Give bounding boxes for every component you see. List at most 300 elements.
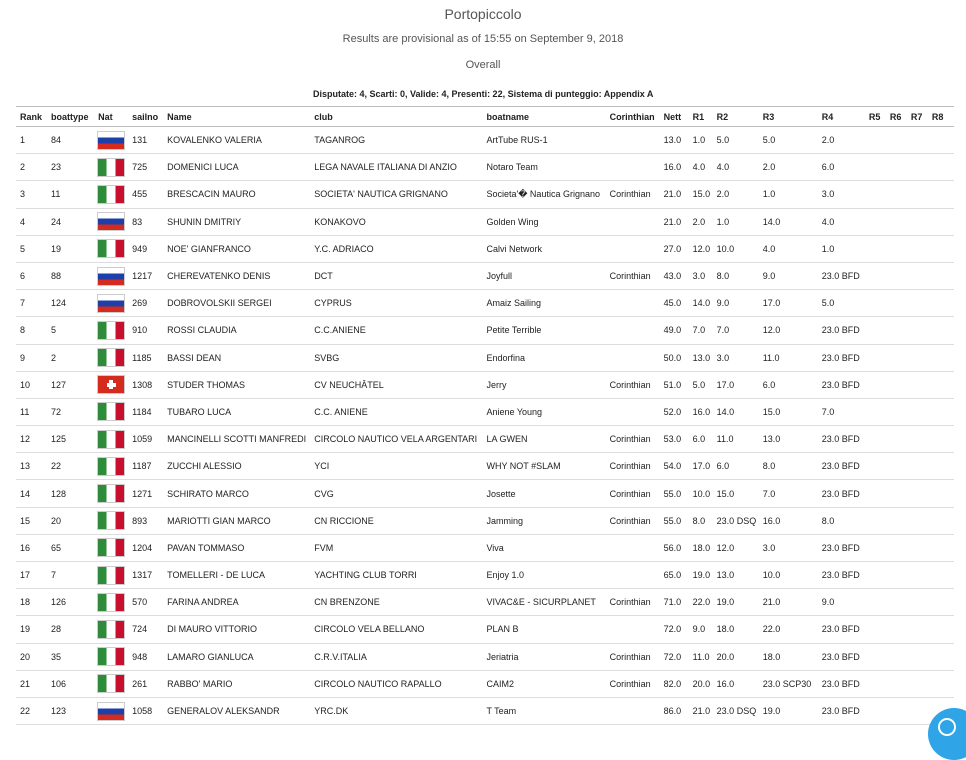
cell-club: CVG (310, 480, 482, 507)
flag-italy-icon (98, 675, 124, 692)
cell-club: CIRCOLO NAUTICO VELA ARGENTARI (310, 426, 482, 453)
cell-nett: 55.0 (660, 480, 689, 507)
cell-r1: 22.0 (689, 589, 713, 616)
cell-r5 (865, 616, 886, 643)
table-row (16, 534, 954, 561)
cell-name: DOMENICI LUCA (163, 154, 310, 181)
cell-boatname: Jamming (482, 507, 605, 534)
cell-nett: 86.0 (660, 697, 689, 724)
cell-r5 (865, 181, 886, 208)
table-row (16, 208, 954, 235)
cell-r5 (865, 670, 886, 697)
cell-nat (94, 154, 128, 181)
cell-club: C.C.ANIENE (310, 317, 482, 344)
cell-corinthian (606, 616, 660, 643)
cell-nat (94, 453, 128, 480)
table-row (16, 344, 954, 371)
cell-sailno: 1317 (128, 562, 163, 589)
cell-r8 (928, 181, 954, 208)
cell-r5 (865, 507, 886, 534)
cell-boattype: 7 (47, 562, 94, 589)
cell-r2: 4.0 (713, 154, 759, 181)
cell-r2: 20.0 (713, 643, 759, 670)
cell-r6 (886, 589, 907, 616)
cell-boattype: 126 (47, 589, 94, 616)
cell-r6 (886, 697, 907, 724)
cell-boatname: LA GWEN (482, 426, 605, 453)
cell-sailno: 455 (128, 181, 163, 208)
cell-rank: 3 (16, 181, 47, 208)
cell-club: CV NEUCHÂTEL (310, 371, 482, 398)
cell-r6 (886, 398, 907, 425)
flag-italy-icon (98, 512, 124, 529)
cell-r7 (907, 426, 928, 453)
cell-r6 (886, 480, 907, 507)
cell-nett: 71.0 (660, 589, 689, 616)
cell-r1: 16.0 (689, 398, 713, 425)
flag-italy-icon (98, 403, 124, 420)
cell-name: GENERALOV ALEKSANDR (163, 697, 310, 724)
cell-r1: 9.0 (689, 616, 713, 643)
results-body (16, 127, 954, 725)
cell-boatname: PLAN B (482, 616, 605, 643)
cell-r6 (886, 371, 907, 398)
cell-r3: 14.0 (759, 208, 818, 235)
cell-r7 (907, 290, 928, 317)
cell-r7 (907, 127, 928, 154)
cell-boattype: 5 (47, 317, 94, 344)
col-header-nat: Nat (94, 107, 128, 127)
cell-rank: 19 (16, 616, 47, 643)
cell-r8 (928, 562, 954, 589)
cell-r2: 23.0 DSQ (713, 697, 759, 724)
cell-r2: 15.0 (713, 480, 759, 507)
cell-r4: 23.0 BFD (818, 643, 865, 670)
cell-nett: 55.0 (660, 507, 689, 534)
cell-club: Y.C. ADRIACO (310, 235, 482, 262)
cell-r5 (865, 208, 886, 235)
cell-r4: 3.0 (818, 181, 865, 208)
cell-nett: 51.0 (660, 371, 689, 398)
cell-r3: 7.0 (759, 480, 818, 507)
cell-nat (94, 643, 128, 670)
col-header-r8: R8 (928, 107, 954, 127)
cell-r3: 8.0 (759, 453, 818, 480)
cell-r6 (886, 262, 907, 289)
cell-boatname: Amaiz Sailing (482, 290, 605, 317)
cell-nett: 52.0 (660, 398, 689, 425)
cell-corinthian: Corinthian (606, 507, 660, 534)
table-row (16, 371, 954, 398)
cell-nett: 65.0 (660, 562, 689, 589)
cell-r7 (907, 670, 928, 697)
cell-r8 (928, 616, 954, 643)
cell-r7 (907, 154, 928, 181)
cell-r4: 23.0 BFD (818, 317, 865, 344)
cell-name: DI MAURO VITTORIO (163, 616, 310, 643)
section-title: Overall (465, 59, 501, 71)
cell-boattype: 35 (47, 643, 94, 670)
cell-r6 (886, 290, 907, 317)
cell-nat (94, 344, 128, 371)
col-header-r3: R3 (759, 107, 818, 127)
cell-club: TAGANROG (310, 127, 482, 154)
cell-r6 (886, 208, 907, 235)
cell-r5 (865, 154, 886, 181)
cell-r8 (928, 398, 954, 425)
cell-r3: 17.0 (759, 290, 818, 317)
cell-nett: 50.0 (660, 344, 689, 371)
table-row (16, 453, 954, 480)
cell-nett: 45.0 (660, 290, 689, 317)
col-header-boatname: boatname (482, 107, 605, 127)
cell-r3: 4.0 (759, 235, 818, 262)
table-row (16, 154, 954, 181)
cell-rank: 7 (16, 290, 47, 317)
cell-rank: 10 (16, 371, 47, 398)
cell-r1: 14.0 (689, 290, 713, 317)
cell-nat (94, 127, 128, 154)
cell-nat (94, 262, 128, 289)
cell-r1: 20.0 (689, 670, 713, 697)
cell-r2: 8.0 (713, 262, 759, 289)
cell-r6 (886, 670, 907, 697)
cell-r6 (886, 317, 907, 344)
cell-nett: 72.0 (660, 616, 689, 643)
cell-nat (94, 181, 128, 208)
cell-nat (94, 208, 128, 235)
cell-r8 (928, 670, 954, 697)
cell-r3: 12.0 (759, 317, 818, 344)
col-header-r2: R2 (713, 107, 759, 127)
table-row (16, 643, 954, 670)
cell-boatname: VIVAC&E - SICURPLANET (482, 589, 605, 616)
cell-sailno: 131 (128, 127, 163, 154)
cell-name: RABBO' MARIO (163, 670, 310, 697)
cell-boattype: 24 (47, 208, 94, 235)
cell-r5 (865, 344, 886, 371)
cell-name: MARIOTTI GIAN MARCO (163, 507, 310, 534)
cell-club: CN BRENZONE (310, 589, 482, 616)
cell-rank: 8 (16, 317, 47, 344)
cell-r8 (928, 480, 954, 507)
cell-boatname: Notaro Team (482, 154, 605, 181)
cell-name: TOMELLERI - DE LUCA (163, 562, 310, 589)
provisional-status: Results are provisional as of 15:55 on September 9, 2018 (342, 33, 624, 45)
cell-r4: 23.0 BFD (818, 426, 865, 453)
cell-boatname: Aniene Young (482, 398, 605, 425)
cell-corinthian: Corinthian (606, 181, 660, 208)
cell-sailno: 570 (128, 589, 163, 616)
cell-sailno: 1217 (128, 262, 163, 289)
cell-r8 (928, 208, 954, 235)
cell-sailno: 1308 (128, 371, 163, 398)
cell-name: SHUNIN DMITRIY (163, 208, 310, 235)
cell-r3: 9.0 (759, 262, 818, 289)
cell-r7 (907, 235, 928, 262)
cell-corinthian (606, 235, 660, 262)
chat-button[interactable] (928, 708, 966, 760)
cell-r8 (928, 317, 954, 344)
cell-r5 (865, 562, 886, 589)
cell-name: ROSSI CLAUDIA (163, 317, 310, 344)
cell-r8 (928, 643, 954, 670)
flag-russia-icon (98, 295, 124, 312)
cell-r4: 2.0 (818, 127, 865, 154)
cell-rank: 18 (16, 589, 47, 616)
cell-sailno: 1059 (128, 426, 163, 453)
table-row (16, 697, 954, 724)
cell-boatname: Calvi Network (482, 235, 605, 262)
cell-club: CIRCOLO NAUTICO RAPALLO (310, 670, 482, 697)
cell-corinthian (606, 208, 660, 235)
cell-nat (94, 426, 128, 453)
col-header-r6: R6 (886, 107, 907, 127)
cell-rank: 6 (16, 262, 47, 289)
cell-corinthian: Corinthian (606, 589, 660, 616)
col-header-r1: R1 (689, 107, 713, 127)
cell-r2: 10.0 (713, 235, 759, 262)
cell-boattype: 19 (47, 235, 94, 262)
cell-r7 (907, 398, 928, 425)
cell-corinthian (606, 344, 660, 371)
cell-nett: 82.0 (660, 670, 689, 697)
cell-boattype: 84 (47, 127, 94, 154)
cell-nat (94, 235, 128, 262)
flag-switzerland-icon (98, 376, 124, 393)
cell-r4: 4.0 (818, 208, 865, 235)
flag-italy-icon (98, 539, 124, 556)
flag-italy-icon (98, 594, 124, 611)
cell-rank: 4 (16, 208, 47, 235)
cell-r1: 1.0 (689, 127, 713, 154)
cell-r4: 23.0 BFD (818, 480, 865, 507)
cell-name: FARINA ANDREA (163, 589, 310, 616)
cell-sailno: 1187 (128, 453, 163, 480)
cell-name: DOBROVOLSKII SERGEI (163, 290, 310, 317)
cell-r6 (886, 181, 907, 208)
cell-r7 (907, 262, 928, 289)
cell-boatname: Endorfina (482, 344, 605, 371)
cell-rank: 2 (16, 154, 47, 181)
cell-r1: 3.0 (689, 262, 713, 289)
cell-r4: 6.0 (818, 154, 865, 181)
cell-r2: 2.0 (713, 181, 759, 208)
cell-boattype: 128 (47, 480, 94, 507)
cell-nat (94, 534, 128, 561)
col-header-sailno: sailno (128, 107, 163, 127)
cell-r3: 15.0 (759, 398, 818, 425)
table-row (16, 127, 954, 154)
cell-r5 (865, 262, 886, 289)
cell-name: ZUCCHI ALESSIO (163, 453, 310, 480)
cell-r1: 4.0 (689, 154, 713, 181)
cell-boatname: Golden Wing (482, 208, 605, 235)
cell-nett: 13.0 (660, 127, 689, 154)
cell-r6 (886, 534, 907, 561)
cell-rank: 12 (16, 426, 47, 453)
cell-r3: 3.0 (759, 534, 818, 561)
page-title: Portopiccolo (444, 6, 522, 22)
cell-r5 (865, 127, 886, 154)
cell-r2: 9.0 (713, 290, 759, 317)
cell-club: CYPRUS (310, 290, 482, 317)
cell-r7 (907, 317, 928, 344)
col-header-r7: R7 (907, 107, 928, 127)
cell-nett: 49.0 (660, 317, 689, 344)
cell-boattype: 11 (47, 181, 94, 208)
cell-r2: 13.0 (713, 562, 759, 589)
cell-r5 (865, 371, 886, 398)
col-header-boattype: boattype (47, 107, 94, 127)
cell-r5 (865, 480, 886, 507)
cell-nat (94, 290, 128, 317)
flag-italy-icon (98, 567, 124, 584)
cell-corinthian (606, 398, 660, 425)
cell-club: KONAKOVO (310, 208, 482, 235)
cell-name: PAVAN TOMMASO (163, 534, 310, 561)
results-table (16, 106, 954, 725)
cell-corinthian (606, 534, 660, 561)
cell-club: SOCIETA' NAUTICA GRIGNANO (310, 181, 482, 208)
cell-r3: 18.0 (759, 643, 818, 670)
cell-corinthian: Corinthian (606, 262, 660, 289)
cell-r3: 11.0 (759, 344, 818, 371)
cell-rank: 9 (16, 344, 47, 371)
cell-r3: 16.0 (759, 507, 818, 534)
cell-r8 (928, 507, 954, 534)
cell-r3: 13.0 (759, 426, 818, 453)
cell-r2: 1.0 (713, 208, 759, 235)
cell-r5 (865, 317, 886, 344)
cell-r2: 7.0 (713, 317, 759, 344)
cell-sailno: 261 (128, 670, 163, 697)
cell-rank: 16 (16, 534, 47, 561)
cell-r4: 23.0 BFD (818, 371, 865, 398)
cell-r5 (865, 235, 886, 262)
table-row (16, 262, 954, 289)
cell-r8 (928, 426, 954, 453)
cell-r5 (865, 398, 886, 425)
cell-sailno: 1204 (128, 534, 163, 561)
cell-r3: 1.0 (759, 181, 818, 208)
table-row (16, 181, 954, 208)
cell-r8 (928, 453, 954, 480)
cell-nat (94, 507, 128, 534)
cell-corinthian: Corinthian (606, 480, 660, 507)
cell-name: LAMARO GIANLUCA (163, 643, 310, 670)
cell-boatname: Petite Terrible (482, 317, 605, 344)
cell-boatname: Josette (482, 480, 605, 507)
col-header-name: Name (163, 107, 310, 127)
cell-r4: 9.0 (818, 589, 865, 616)
cell-nat (94, 562, 128, 589)
cell-r2: 11.0 (713, 426, 759, 453)
col-header-rank: Rank (16, 107, 47, 127)
cell-r3: 5.0 (759, 127, 818, 154)
cell-r7 (907, 562, 928, 589)
cell-r4: 23.0 BFD (818, 670, 865, 697)
cell-rank: 1 (16, 127, 47, 154)
cell-r7 (907, 616, 928, 643)
cell-boattype: 65 (47, 534, 94, 561)
table-row (16, 562, 954, 589)
cell-r2: 6.0 (713, 453, 759, 480)
cell-nat (94, 670, 128, 697)
cell-r1: 5.0 (689, 371, 713, 398)
flag-italy-icon (98, 159, 124, 176)
col-header-corinthian: Corinthian (606, 107, 660, 127)
cell-boatname: Societa'� Nautica Grignano (482, 181, 605, 208)
flag-italy-icon (98, 458, 124, 475)
cell-boattype: 72 (47, 398, 94, 425)
col-header-r4: R4 (818, 107, 865, 127)
cell-boattype: 22 (47, 453, 94, 480)
cell-name: STUDER THOMAS (163, 371, 310, 398)
cell-r4: 23.0 BFD (818, 344, 865, 371)
cell-club: YCI (310, 453, 482, 480)
cell-r1: 15.0 (689, 181, 713, 208)
cell-boattype: 123 (47, 697, 94, 724)
cell-r1: 7.0 (689, 317, 713, 344)
cell-nett: 72.0 (660, 643, 689, 670)
cell-corinthian (606, 317, 660, 344)
cell-rank: 5 (16, 235, 47, 262)
flag-italy-icon (98, 648, 124, 665)
cell-boatname: ArtTube RUS-1 (482, 127, 605, 154)
cell-nat (94, 371, 128, 398)
cell-club: C.C. ANIENE (310, 398, 482, 425)
cell-sailno: 1185 (128, 344, 163, 371)
cell-nat (94, 398, 128, 425)
cell-boattype: 28 (47, 616, 94, 643)
cell-nat (94, 697, 128, 724)
cell-corinthian (606, 697, 660, 724)
cell-sailno: 1271 (128, 480, 163, 507)
results-header-row (16, 107, 954, 127)
cell-name: NOE' GIANFRANCO (163, 235, 310, 262)
cell-corinthian: Corinthian (606, 426, 660, 453)
cell-corinthian (606, 127, 660, 154)
cell-r1: 12.0 (689, 235, 713, 262)
cell-rank: 11 (16, 398, 47, 425)
cell-corinthian: Corinthian (606, 371, 660, 398)
cell-r8 (928, 534, 954, 561)
cell-nat (94, 616, 128, 643)
cell-nett: 56.0 (660, 534, 689, 561)
cell-nat (94, 317, 128, 344)
cell-name: MANCINELLI SCOTTI MANFREDI (163, 426, 310, 453)
cell-corinthian (606, 562, 660, 589)
cell-corinthian (606, 290, 660, 317)
table-row (16, 480, 954, 507)
cell-rank: 20 (16, 643, 47, 670)
cell-r3: 23.0 SCP30 (759, 670, 818, 697)
table-row (16, 426, 954, 453)
cell-corinthian (606, 154, 660, 181)
cell-rank: 21 (16, 670, 47, 697)
cell-club: LEGA NAVALE ITALIANA DI ANZIO (310, 154, 482, 181)
cell-r7 (907, 344, 928, 371)
cell-r2: 3.0 (713, 344, 759, 371)
cell-r4: 7.0 (818, 398, 865, 425)
cell-r4: 23.0 BFD (818, 453, 865, 480)
cell-r6 (886, 127, 907, 154)
cell-r3: 10.0 (759, 562, 818, 589)
cell-r3: 2.0 (759, 154, 818, 181)
cell-r5 (865, 290, 886, 317)
cell-sailno: 724 (128, 616, 163, 643)
